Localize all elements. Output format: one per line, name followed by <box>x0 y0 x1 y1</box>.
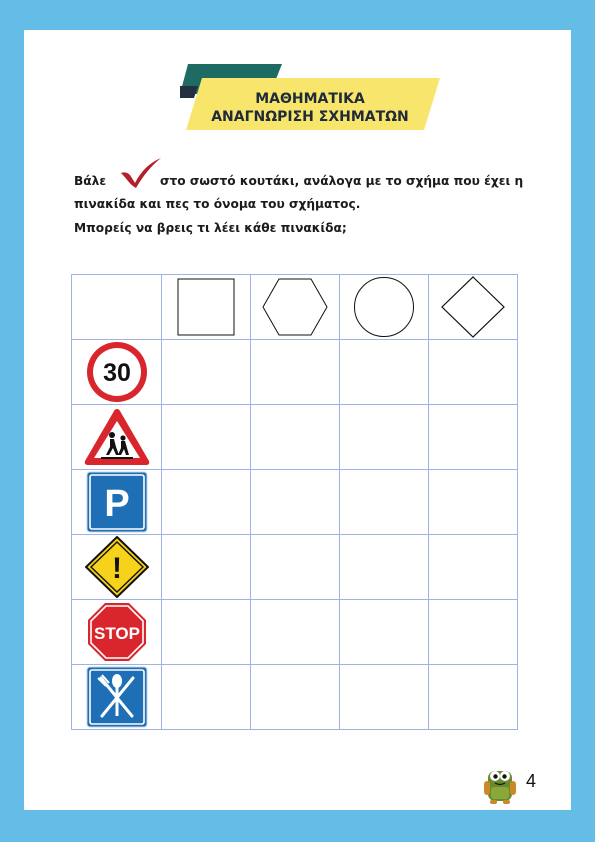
sign-cell <box>72 535 162 600</box>
instruction-line-2: πινακίδα και πες το όνομα του σχήματος. <box>74 197 361 211</box>
table-row <box>72 535 518 600</box>
sign-cell <box>72 470 162 535</box>
answer-cell-square[interactable] <box>162 470 251 535</box>
answer-cell-square[interactable] <box>162 340 251 405</box>
column-header-circle <box>340 275 429 340</box>
answer-cell-diamond[interactable] <box>429 600 518 665</box>
answer-cell-hexagon[interactable] <box>251 665 340 730</box>
table-row <box>72 340 518 405</box>
corner-cell <box>72 275 162 340</box>
column-header-diamond <box>429 275 518 340</box>
checkmark-icon <box>119 157 163 189</box>
table-row <box>72 600 518 665</box>
answer-cell-square[interactable] <box>162 665 251 730</box>
parking-sign-text: P <box>103 483 130 525</box>
title-line-2: ΑΝΑΓΝΩΡΙΣΗ ΣΧΗΜΑΤΩΝ <box>211 109 409 125</box>
diamond-shape-icon <box>441 276 505 338</box>
answer-cell-square[interactable] <box>162 600 251 665</box>
square-shape-icon <box>176 277 236 337</box>
sign-cell <box>72 665 162 730</box>
answer-cell-diamond[interactable] <box>429 340 518 405</box>
answer-cell-hexagon[interactable] <box>251 600 340 665</box>
speed-limit-sign-icon <box>86 341 148 403</box>
sign-cell <box>72 600 162 665</box>
sign-cell <box>72 405 162 470</box>
circle-shape-icon <box>353 276 415 338</box>
answer-cell-circle[interactable] <box>340 665 429 730</box>
children-crossing-sign-icon <box>83 407 151 467</box>
answer-cell-circle[interactable] <box>340 405 429 470</box>
answer-cell-hexagon[interactable] <box>251 535 340 600</box>
answer-cell-square[interactable] <box>162 535 251 600</box>
stop-sign-text: STOP <box>93 624 140 643</box>
column-header-square <box>162 275 251 340</box>
answer-cell-diamond[interactable] <box>429 535 518 600</box>
answer-cell-diamond[interactable] <box>429 405 518 470</box>
answer-cell-circle[interactable] <box>340 535 429 600</box>
header-banner <box>180 64 440 132</box>
instruction-line-3: Μπορείς να βρεις τι λέει κάθε πινακίδα; <box>74 221 347 235</box>
answer-cell-diamond[interactable] <box>429 665 518 730</box>
column-header-hexagon <box>251 275 340 340</box>
backpack-mascot-icon <box>482 763 518 805</box>
answer-cell-square[interactable] <box>162 405 251 470</box>
header-row <box>72 275 518 340</box>
answer-cell-circle[interactable] <box>340 470 429 535</box>
answer-cell-diamond[interactable] <box>429 470 518 535</box>
hexagon-shape-icon <box>262 278 328 336</box>
table-row <box>72 665 518 730</box>
table-row <box>72 470 518 535</box>
answer-cell-circle[interactable] <box>340 600 429 665</box>
speed-limit-text: 30 <box>102 359 131 387</box>
title-line-1: ΜΑΘΗΜΑΤΙΚΑ <box>255 91 365 107</box>
answer-cell-hexagon[interactable] <box>251 470 340 535</box>
stop-sign-icon <box>87 602 147 662</box>
answer-cell-hexagon[interactable] <box>251 405 340 470</box>
instruction-line-1-start: Βάλε <box>74 174 107 188</box>
answer-cell-hexagon[interactable] <box>251 340 340 405</box>
sign-cell <box>72 340 162 405</box>
restaurant-sign-icon <box>86 666 148 728</box>
instruction-line-1-end: στο σωστό κουτάκι, ανάλογα με το σχήμα που έχει η <box>160 174 524 188</box>
shape-sign-table <box>71 274 518 730</box>
parking-sign-icon <box>86 471 148 533</box>
answer-cell-circle[interactable] <box>340 340 429 405</box>
warning-sign-text: ! <box>111 552 122 585</box>
page-number: 4 <box>526 771 537 791</box>
warning-sign-icon <box>85 536 149 598</box>
table-row <box>72 405 518 470</box>
